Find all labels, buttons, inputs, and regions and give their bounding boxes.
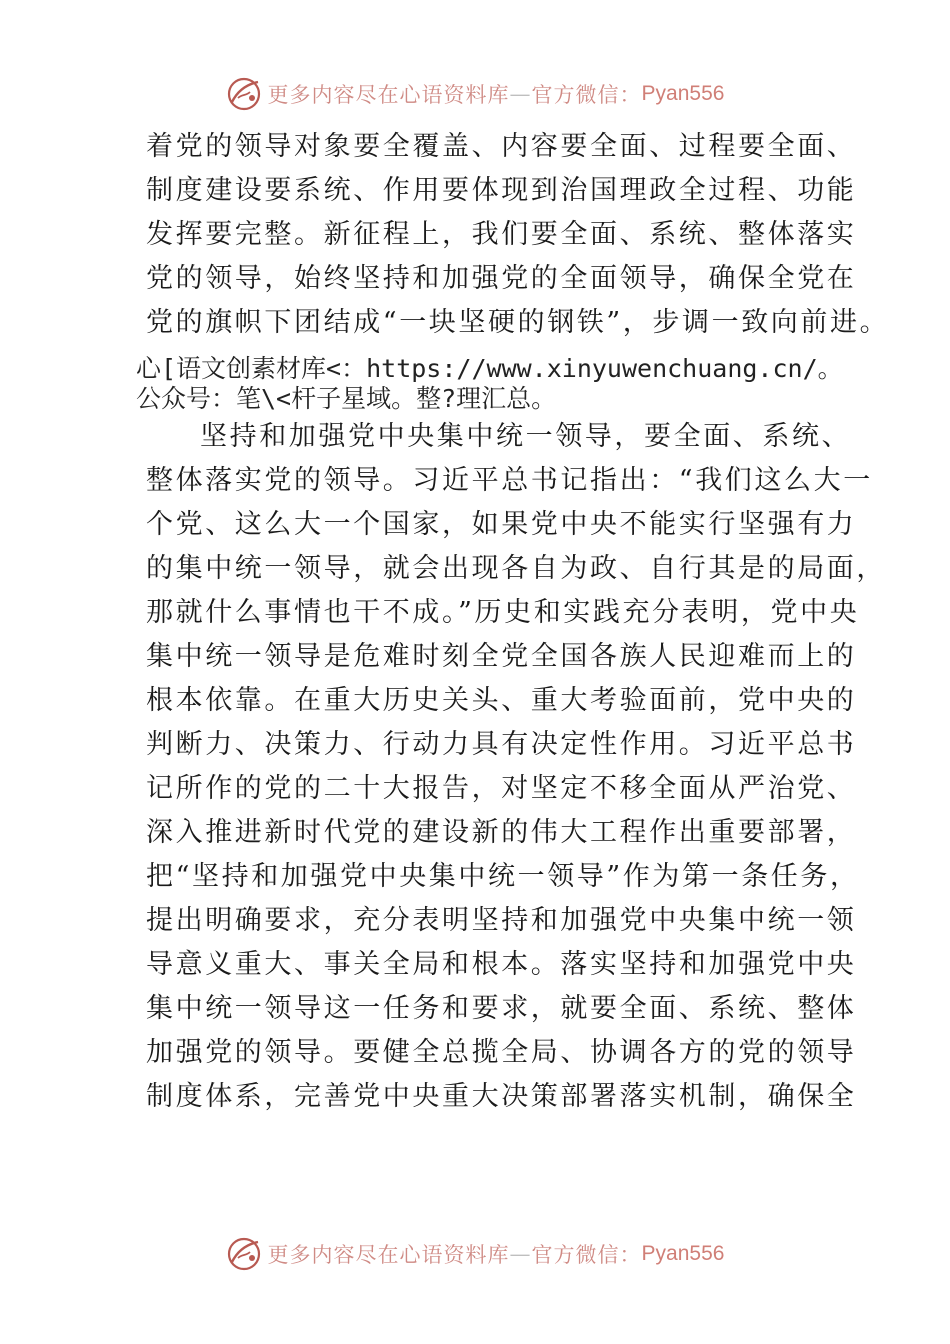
text-line: 把“坚持和加强党中央集中统一领导”作为第一条任务， [146,861,860,892]
watermark-suffix: 官方微信： [531,1243,642,1267]
text-line: 提出明确要求，充分表明坚持和加强党中央集中统一领 [146,905,857,936]
header-watermark [0,74,950,114]
text-line: 着党的领导对象要全覆盖、内容要全面、过程要全面、 [146,131,857,162]
text-line: 集中统一领导这一任务和要求，就要全面、系统、整体 [146,993,857,1024]
text-line: 导意义重大、事关全局和根本。落实坚持和加强党中央 [146,949,857,980]
text-line: 制度体系，完善党中央重大决策部署落实机制，确保全 [146,1081,857,1112]
text-line: 根本依靠。在重大历史关头、重大考验面前，党中央的 [146,685,857,716]
text-line: 坚持和加强党中央集中统一领导，要全面、系统、 [200,421,852,452]
text-line: 判断力、决策力、行动力具有决定性作用。习近平总书 [146,729,857,760]
text-line: 党的领导，始终坚持和加强党的全面领导，确保全党在 [146,263,857,294]
text-line: 集中统一领导是危难时刻全党全国各族人民迎难而上的 [146,641,857,672]
watermark-text: 更多内容尽在心语资料库 [267,1243,510,1267]
watermark-handle: Pyan556 [641,1242,725,1265]
watermark-separator: — [509,82,532,106]
text-line: 那就什么事情也干不成。”历史和实践充分表明，党中央 [146,597,860,628]
text-line: 深入推进新时代党的建设新的伟大工程作出重要部署， [146,817,857,848]
watermark-handle: Pyan556 [641,82,725,105]
text-line: 的集中统一领导，就会出现各自为政、自行其是的局面， [146,553,886,584]
text-line: 记所作的党的二十大报告，对坚定不移全面从严治党、 [146,773,857,804]
text-line: 发挥要完整。新征程上，我们要全面、系统、整体落实 [146,219,857,250]
text-line: 制度建设要系统、作用要体现到治国理政全过程、功能 [146,175,857,206]
text-line: 加强党的领导。要健全总揽全局、协调各方的党的领导 [146,1037,857,1068]
watermark-separator: — [509,1242,532,1266]
footer-watermark [0,1234,950,1274]
watermark-text: 更多内容尽在心语资料库 [267,83,510,107]
source-note: 公众号：笔\<杆子星域。整?理汇总。 [136,384,557,413]
text-line: 个党、这么大一个国家，如果党中央不能实行坚强有力 [146,509,857,540]
logo-icon [226,76,262,112]
watermark-suffix: 官方微信： [531,83,642,107]
text-line: 整体落实党的领导。习近平总书记指出：“我们这么大一 [146,465,873,496]
text-line: 党的旗帜下团结成“一块坚硬的钢铁”，步调一致向前进。 [146,307,890,338]
logo-icon [226,1236,262,1272]
source-note: 心[语文创素材库<：https://www.xinyuwenchuang.cn/。 [136,354,843,383]
